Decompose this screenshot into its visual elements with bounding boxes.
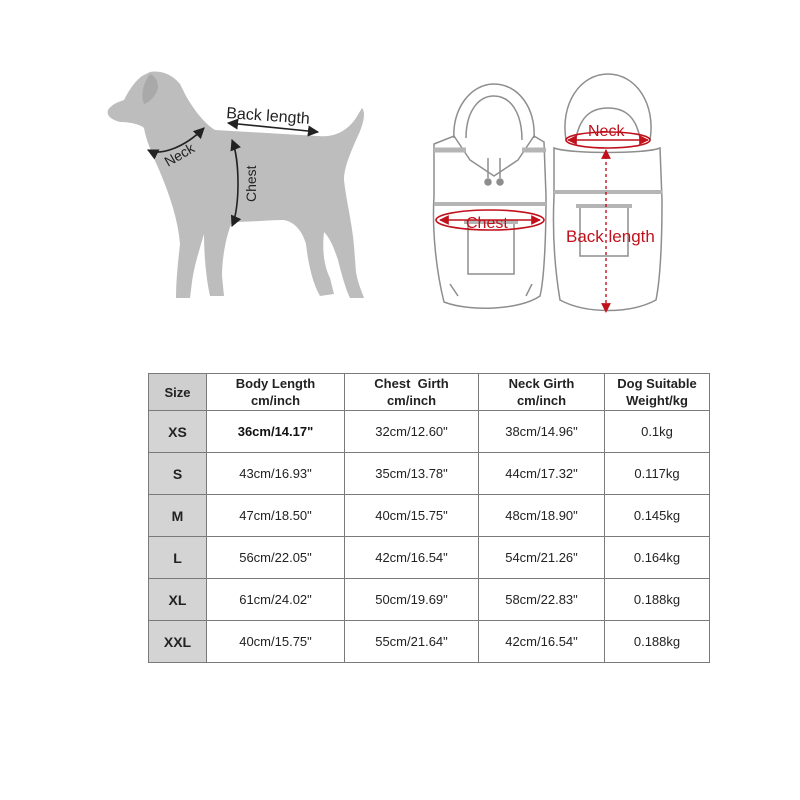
chest-girth-cell: 55cm/21.64" [345, 621, 479, 663]
weight-cell: 0.145kg [605, 495, 710, 537]
header-size: Size [149, 374, 207, 411]
chest-girth-cell: 40cm/15.75" [345, 495, 479, 537]
table-row [149, 537, 710, 579]
coat-back-icon [553, 74, 662, 311]
table-row [149, 579, 710, 621]
size-cell: M [149, 495, 207, 537]
dog-back-length-label: Back length [225, 105, 311, 128]
table-row [149, 621, 710, 663]
neck-girth-cell: 38cm/14.96" [479, 411, 605, 453]
body-length-cell: 36cm/14.17" [207, 411, 345, 453]
size-cell: XL [149, 579, 207, 621]
neck-girth-cell: 54cm/21.26" [479, 537, 605, 579]
coat-front-icon [433, 84, 546, 308]
table-row [149, 453, 710, 495]
chest-girth-cell: 32cm/12.60" [345, 411, 479, 453]
size-cell: XXL [149, 621, 207, 663]
table-row [149, 411, 710, 453]
neck-girth-cell: 48cm/18.90" [479, 495, 605, 537]
coat-back-length-label: Back length [566, 227, 655, 246]
chest-girth-cell: 42cm/16.54" [345, 537, 479, 579]
chest-girth-cell: 35cm/13.78" [345, 453, 479, 495]
neck-girth-cell: 44cm/17.32" [479, 453, 605, 495]
weight-cell: 0.1kg [605, 411, 710, 453]
size-chart [148, 373, 710, 663]
header-body-length: Body Length cm/inch [207, 374, 345, 411]
size-cell: L [149, 537, 207, 579]
weight-cell: 0.188kg [605, 579, 710, 621]
weight-cell: 0.164kg [605, 537, 710, 579]
body-length-cell: 40cm/15.75" [207, 621, 345, 663]
neck-girth-cell: 42cm/16.54" [479, 621, 605, 663]
body-length-cell: 47cm/18.50" [207, 495, 345, 537]
body-length-cell: 61cm/24.02" [207, 579, 345, 621]
size-cell: S [149, 453, 207, 495]
neck-girth-cell: 58cm/22.83" [479, 579, 605, 621]
body-length-cell: 56cm/22.05" [207, 537, 345, 579]
header-dog-weight: Dog Suitable Weight/kg [605, 374, 710, 411]
chest-girth-cell: 50cm/19.69" [345, 579, 479, 621]
weight-cell: 0.188kg [605, 621, 710, 663]
header-neck-girth: Neck Girth cm/inch [479, 374, 605, 411]
coat-neck-label: Neck [588, 123, 625, 140]
size-table [148, 373, 710, 663]
weight-cell: 0.117kg [605, 453, 710, 495]
coat-chest-label: Chest [466, 215, 508, 232]
dog-neck-label: Neck [161, 139, 198, 170]
measurement-diagram [0, 0, 800, 340]
header-chest-girth: Chest Girth cm/inch [345, 374, 479, 411]
body-length-cell: 43cm/16.93" [207, 453, 345, 495]
measurement-illustrations [0, 0, 800, 340]
size-cell: XS [149, 411, 207, 453]
table-row [149, 495, 710, 537]
table-header-row [149, 374, 710, 411]
dog-chest-label: Chest [243, 165, 259, 202]
